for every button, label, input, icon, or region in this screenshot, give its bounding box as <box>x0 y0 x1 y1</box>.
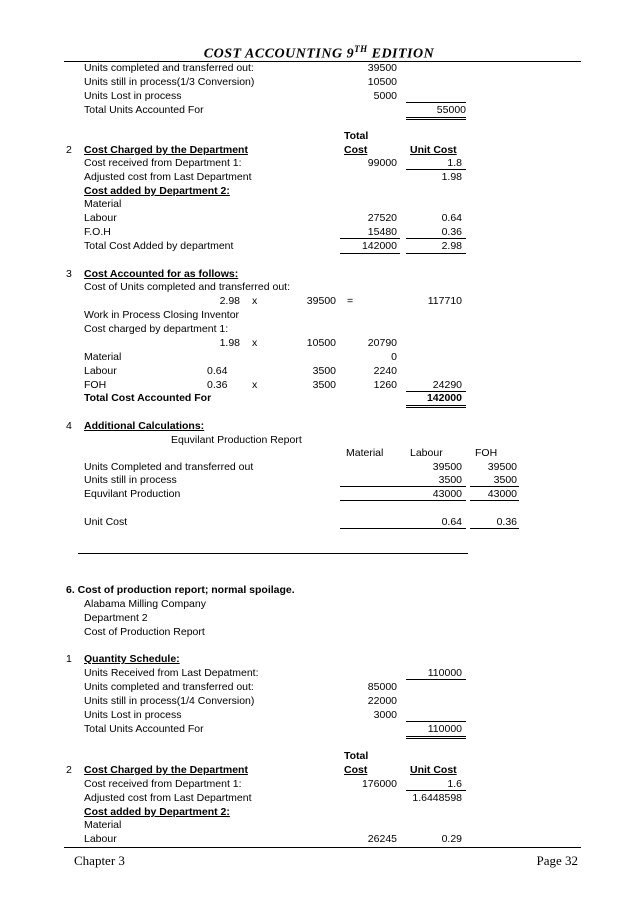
section-divider <box>78 553 468 554</box>
row-value: 10500 <box>306 337 336 349</box>
row-value: 1260 <box>373 379 397 391</box>
row-label: Adjusted cost from Last Department <box>84 171 252 183</box>
subsection-title: Cost added by Department 2: <box>84 806 230 818</box>
subsection-title: Cost added by Department 2: <box>84 185 230 197</box>
row-value: 142000 <box>361 240 397 252</box>
row-value: 1.6 <box>447 778 462 790</box>
row-value: 20790 <box>367 337 397 349</box>
row-label: FOH <box>84 379 107 391</box>
page-header-title: COST ACCOUNTING 9TH EDITION <box>203 44 435 62</box>
row-label: Total Units Accounted For <box>84 723 204 735</box>
row-label: Labour <box>84 833 117 845</box>
row-value: 0.64 <box>441 516 462 528</box>
report-name: Cost of Production Report <box>84 626 205 638</box>
row-label: Units Lost in process <box>84 90 182 102</box>
underline-rule <box>340 238 400 239</box>
row-value: 5000 <box>373 90 397 102</box>
row-label: Equvilant Production <box>84 488 181 500</box>
underline-rule <box>406 679 466 680</box>
operator: = <box>347 295 354 307</box>
section-title: Cost Charged by the Department <box>84 764 248 776</box>
section-number: 4 <box>66 420 72 432</box>
row-value: 55000 <box>436 104 466 116</box>
col-header-unit-cost: Unit Cost <box>410 764 457 776</box>
section-title: Cost Charged by the Department <box>84 144 248 156</box>
row-value: 10500 <box>367 76 397 88</box>
row-value: 3500 <box>438 474 462 486</box>
row-label: Material <box>84 351 122 363</box>
row-value: 2.98 <box>219 295 240 307</box>
row-value: 2.98 <box>441 240 462 252</box>
operator: x <box>252 295 258 307</box>
row-value: 1.6448598 <box>412 792 462 804</box>
row-label: Adjusted cost from Last Department <box>84 792 252 804</box>
underline-rule <box>470 528 519 529</box>
row-value: 27520 <box>367 212 397 224</box>
col-header-material: Material <box>346 447 384 459</box>
row-label: Units Lost in process <box>84 709 182 721</box>
row-value: 0 <box>391 351 397 363</box>
footer-chapter: Chapter 3 <box>74 853 125 868</box>
col-header-total: Total <box>344 130 369 142</box>
row-label: Cost of Units completed and transferred out: <box>84 281 291 293</box>
underline-rule <box>406 721 466 722</box>
double-underline <box>406 405 466 408</box>
operator: x <box>252 379 258 391</box>
section-title: Additional Calculations: <box>84 420 205 432</box>
row-value: 1.98 <box>441 171 462 183</box>
row-value-total: 142000 <box>426 392 462 404</box>
col-header-cost: Cost <box>344 144 368 156</box>
underline-rule <box>340 528 466 529</box>
row-value: 43000 <box>487 488 517 500</box>
col-header-cost: Cost <box>344 764 368 776</box>
row-value: 3500 <box>312 365 336 377</box>
row-value: 0.29 <box>441 833 462 845</box>
row-value: 39500 <box>432 461 462 473</box>
double-underline <box>406 736 466 739</box>
row-value: 0.64 <box>207 365 228 377</box>
section-title: Cost Accounted for as follows: <box>84 268 239 280</box>
row-label: Cost received from Department 1: <box>84 157 242 169</box>
col-header-total: Total <box>344 750 369 762</box>
row-value: 22000 <box>367 695 397 707</box>
row-value: 39500 <box>487 461 517 473</box>
underline-rule <box>340 486 466 487</box>
row-label: Total Units Accounted For <box>84 104 204 116</box>
row-value: 110000 <box>427 723 462 735</box>
underline-rule <box>406 790 466 791</box>
row-value: 1.8 <box>447 157 462 169</box>
section-number: 2 <box>66 764 72 776</box>
underline-rule <box>406 253 466 254</box>
underline-rule <box>470 500 519 501</box>
row-value: 99000 <box>367 157 397 169</box>
row-value: 0.36 <box>496 516 517 528</box>
underline-rule <box>340 253 400 254</box>
underline-rule <box>470 486 519 487</box>
row-label: Cost received from Department 1: <box>84 778 242 790</box>
row-value: 176000 <box>361 778 397 790</box>
footer-rule <box>64 847 581 848</box>
row-label: Units Completed and transferred out <box>84 461 254 473</box>
row-value: 117710 <box>427 295 462 307</box>
row-label: Work in Process Closing Inventor <box>84 309 240 321</box>
col-header-foh: FOH <box>475 447 498 459</box>
row-value: 24290 <box>432 379 462 391</box>
row-label: Units completed and transferred out: <box>84 681 254 693</box>
row-label: Total Cost Added by department <box>84 240 234 252</box>
row-label: Units still in process <box>84 474 177 486</box>
row-value: 39500 <box>367 62 397 74</box>
report-subtitle: Equvilant Production Report <box>171 434 302 446</box>
company-name: Alabama Milling Company <box>84 598 206 610</box>
section-number: 2 <box>66 144 72 156</box>
section-number: 3 <box>66 268 72 280</box>
row-value: 39500 <box>306 295 336 307</box>
row-label: Material <box>84 819 122 831</box>
row-label-total: Total Cost Accounted For <box>84 392 212 404</box>
row-label: Labour <box>84 212 117 224</box>
row-value: 3500 <box>493 474 517 486</box>
row-value: 43000 <box>432 488 462 500</box>
row-value: 110000 <box>427 667 462 679</box>
row-label: Units still in process(1/4 Conversion) <box>84 695 255 707</box>
row-value: 1.98 <box>219 337 240 349</box>
col-header-labour: Labour <box>410 447 443 459</box>
row-label: Material <box>84 198 122 210</box>
operator: x <box>252 337 258 349</box>
underline-rule <box>340 500 466 501</box>
row-value: 3500 <box>312 379 336 391</box>
row-value: 26245 <box>367 833 397 845</box>
problem-title: 6. Cost of production report; normal spoilage. <box>66 584 295 596</box>
row-label: F.O.H <box>84 226 111 238</box>
section-number: 1 <box>66 653 72 665</box>
underline-rule <box>406 102 466 103</box>
row-label: Units Received from Last Depatment: <box>84 667 259 679</box>
row-value: 15480 <box>367 226 397 238</box>
underline-rule <box>406 238 466 239</box>
underline-rule <box>406 169 466 170</box>
section-title: Quantity Schedule: <box>84 653 180 665</box>
row-label: Labour <box>84 365 117 377</box>
row-label: Units still in process(1/3 Conversion) <box>84 76 255 88</box>
row-value: 2240 <box>373 365 397 377</box>
row-value: 0.36 <box>441 226 462 238</box>
row-value: 3000 <box>373 709 397 721</box>
col-header-unit-cost: Unit Cost <box>410 144 457 156</box>
row-label: Unit Cost <box>84 516 128 528</box>
double-underline <box>406 117 466 120</box>
row-label: Cost charged by department 1: <box>84 323 229 335</box>
row-value: 0.64 <box>441 212 462 224</box>
footer-page-number: Page 32 <box>536 853 578 868</box>
row-label: Units completed and transferred out: <box>84 62 254 74</box>
row-value: 0.36 <box>207 379 228 391</box>
department-name: Department 2 <box>84 612 148 624</box>
row-value: 85000 <box>367 681 397 693</box>
